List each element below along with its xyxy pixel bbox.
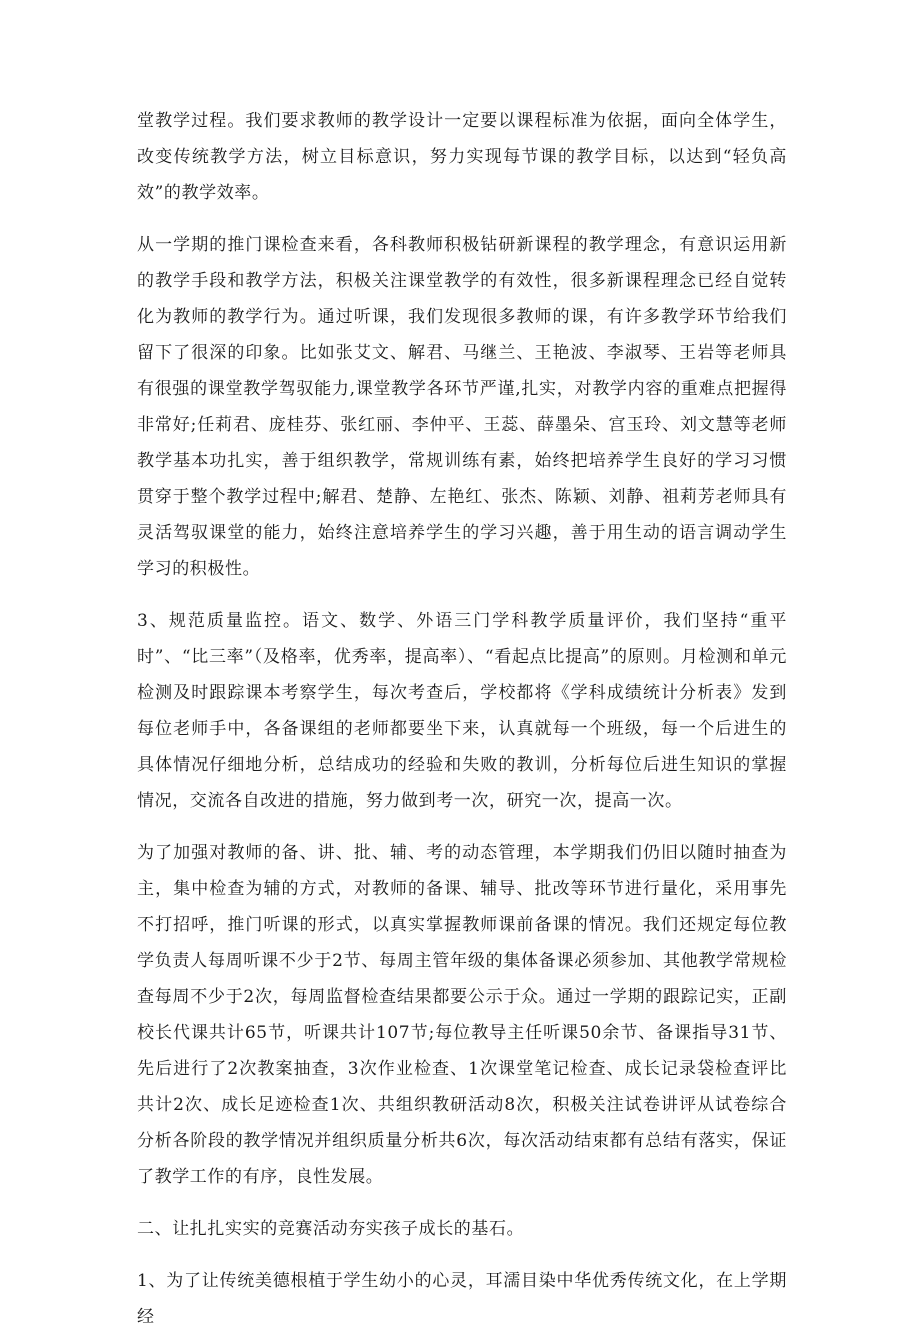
paragraph-teaching-process: 堂教学过程。我们要求教师的教学设计一定要以课程标准为依据，面向全体学生，改变传统教学方法，树立目标意识，努力实现每节课的教学目标，以达到“轻负高效”的教学效率。 bbox=[137, 111, 787, 203]
section-heading-competitions: 二、让扎扎实实的竞赛活动夯实孩子成长的基石。 bbox=[137, 1219, 525, 1239]
document-body bbox=[137, 103, 787, 1335]
paragraph-dynamic-management: 为了加强对教师的备、讲、批、辅、考的动态管理，本学期我们仍旧以随时抽查为主，集中检查为辅的方式，对教师的备课、辅导、批改等环节进行量化，采用事先不打招呼，推门听课的形式，以真实掌握教师课前备课的情况。我们还规定每位教学负责人每周听课不少于2节、每周主管年级的集体备课必须参加、其他教学常规检查每周不少于2次，每周监督检查结果都要公示于众。通过一学期的跟踪记实，正副校长代课共计65节，听课共计107节;每位教导主任听课50余节、备课指导31节、先后进行了2次教案抽查，3次作业检查、1次课堂笔记检查、成长记录袋检查评比共计2次、成长足迹检查1次、共组织教研活动8次，积极关注试卷讲评从试卷综合分析各阶段的教学情况并组织质量分析共6次，每次活动结束都有总结有落实，保证了教学工作的有序，良性发展。 bbox=[137, 843, 787, 1187]
paragraph-class-inspection: 从一学期的推门课检查来看，各科教师积极钻研新课程的教学理念，有意识运用新的教学手段和教学方法，积极关注课堂教学的有效性，很多新课程理念已经自觉转化为教师的教学行为。通过听课，我们发现很多教师的课，有许多教学环节给我们留下了很深的印象。比如张艾文、解君、马继兰、王艳波、李淑琴、王岩等老师具有很强的课堂教学驾驭能力,课堂教学各环节严谨,扎实，对教学内容的重难点把握得非常好;任莉君、庞桂芬、张红丽、李仲平、王蕊、薛墨朵、宫玉玲、刘文慧等老师教学基本功扎实，善于组织教学，常规训练有素，始终把培养学生良好的学习习惯贯穿于整个教学过程中;解君、楚静、左艳红、张杰、陈颖、刘静、祖莉芳老师具有灵活驾驭课堂的能力，始终注意培养学生的学习兴趣，善于用生动的语言调动学生学习的积极性。 bbox=[137, 235, 787, 579]
paragraph-quality-monitoring: 3、规范质量监控。语文、数学、外语三门学科教学质量评价，我们坚持“重平时”、“比三率”（及格率，优秀率，提高率）、“看起点比提高”的原则。月检测和单元检测及时跟踪课本考察学生，每次考查后，学校都将《学科成绩统计分析表》发到每位老师手中，各备课组的老师都要坐下来，认真就每一个班级，每一个后进生的具体情况仔细地分析，总结成功的经验和失败的教训，分析每位后进生知识的掌握情况，交流各自改进的措施，努力做到考一次，研究一次，提高一次。 bbox=[137, 611, 787, 811]
paragraph-traditional-virtues: 1、为了让传统美德根植于学生幼小的心灵，耳濡目染中华优秀传统文化，在上学期经 bbox=[137, 1271, 787, 1327]
